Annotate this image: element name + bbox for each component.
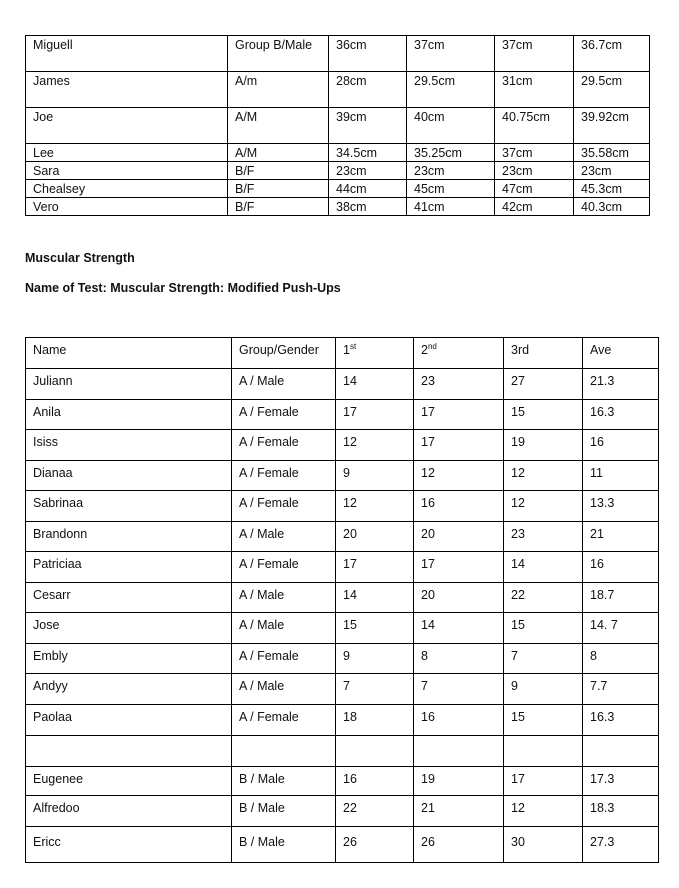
cell-trial-2: 40cm — [407, 108, 495, 144]
cell-trial-3: 42cm — [495, 198, 574, 216]
cell-average: 11 — [583, 461, 659, 491]
pushups-row — [26, 767, 659, 796]
cell-average: 39.92cm — [574, 108, 650, 144]
cell-trial-2: 45cm — [407, 180, 495, 198]
cell-name: Joe — [26, 108, 228, 144]
cell-group: B / Male — [232, 827, 336, 863]
cell-group: B / Male — [232, 796, 336, 827]
cell-trial-3: 14 — [504, 552, 583, 583]
cell-trial-1: 34.5cm — [329, 144, 407, 162]
pushups-row — [26, 796, 659, 827]
cell-name: Sabrinaa — [26, 491, 232, 522]
cell-trial-2: 7 — [414, 674, 504, 705]
test-heading: Name of Test: Muscular Strength: Modified Push-Ups — [25, 281, 341, 295]
pushups-row — [26, 400, 659, 430]
cell-trial-2: 23cm — [407, 162, 495, 180]
header-second-label: 2 — [421, 343, 428, 357]
cell-group: A / Female — [232, 430, 336, 461]
cell-average: 8 — [583, 644, 659, 674]
cell-trial-2: 17 — [414, 400, 504, 430]
circumference-row — [26, 72, 650, 108]
cell-trial-3: 15 — [504, 613, 583, 644]
pushups-row — [26, 461, 659, 491]
cell-trial-2: 20 — [414, 522, 504, 552]
header-first-label: 1 — [343, 343, 350, 357]
cell-trial-2: 16 — [414, 491, 504, 522]
cell-trial-3: 9 — [504, 674, 583, 705]
cell-group: A / Male — [232, 674, 336, 705]
cell-trial-3: 31cm — [495, 72, 574, 108]
cell-trial-2: 23 — [414, 369, 504, 400]
cell-trial-3: 17 — [504, 767, 583, 796]
cell-name: Lee — [26, 144, 228, 162]
cell-group: A / Female — [232, 400, 336, 430]
circumference-table — [25, 35, 650, 216]
cell-trial-2: 17 — [414, 430, 504, 461]
circumference-row — [26, 198, 650, 216]
cell-group: A / Male — [232, 613, 336, 644]
cell-group: A/M — [228, 144, 329, 162]
cell-average: 16.3 — [583, 705, 659, 736]
cell-trial-1: 14 — [336, 583, 414, 613]
cell-name: Paolaa — [26, 705, 232, 736]
cell-trial-1: 44cm — [329, 180, 407, 198]
cell-trial-1: 17 — [336, 400, 414, 430]
cell-trial-3: 23 — [504, 522, 583, 552]
cell-average: 29.5cm — [574, 72, 650, 108]
cell-trial-2: 19 — [414, 767, 504, 796]
cell-trial-3: 47cm — [495, 180, 574, 198]
cell-trial-2: 26 — [414, 827, 504, 863]
cell-average: 36.7cm — [574, 36, 650, 72]
cell-trial-1: 15 — [336, 613, 414, 644]
cell-trial-2: 29.5cm — [407, 72, 495, 108]
cell-name: Vero — [26, 198, 228, 216]
cell-trial-1: 39cm — [329, 108, 407, 144]
cell-group: Group B/Male — [228, 36, 329, 72]
header-second-ordinal: nd — [427, 341, 437, 351]
pushups-row — [26, 674, 659, 705]
cell-trial-1: 36cm — [329, 36, 407, 72]
cell-trial-3: 19 — [504, 430, 583, 461]
cell-trial-1: 9 — [336, 644, 414, 674]
circumference-row — [26, 108, 650, 144]
cell-name: Sara — [26, 162, 228, 180]
cell-trial-3: 12 — [504, 796, 583, 827]
cell-average: 17.3 — [583, 767, 659, 796]
cell-trial-3: 37cm — [495, 36, 574, 72]
cell-average: 18.3 — [583, 796, 659, 827]
cell-trial-1: 28cm — [329, 72, 407, 108]
header-average: Ave — [583, 338, 659, 369]
cell-trial-3: 23cm — [495, 162, 574, 180]
pushups-row — [26, 430, 659, 461]
cell-trial-1: 12 — [336, 430, 414, 461]
cell-trial-1: 20 — [336, 522, 414, 552]
header-name: Name — [26, 338, 232, 369]
cell-trial-1: 16 — [336, 767, 414, 796]
cell-average: 35.58cm — [574, 144, 650, 162]
cell-average: 18.7 — [583, 583, 659, 613]
cell-group: A/m — [228, 72, 329, 108]
cell-group: A / Male — [232, 522, 336, 552]
cell-trial-2: 16 — [414, 705, 504, 736]
cell-name: Alfredoo — [26, 796, 232, 827]
cell-name: Brandonn — [26, 522, 232, 552]
cell-group: A / Female — [232, 644, 336, 674]
pushups-row — [26, 613, 659, 644]
cell-name: Andyy — [26, 674, 232, 705]
cell-group: A / Male — [232, 583, 336, 613]
pushups-row — [26, 369, 659, 400]
cell-trial-1: 9 — [336, 461, 414, 491]
cell-trial-1: 23cm — [329, 162, 407, 180]
cell-trial-3: 15 — [504, 705, 583, 736]
cell-trial-1: 26 — [336, 827, 414, 863]
cell-name — [26, 736, 232, 767]
cell-trial-1: 7 — [336, 674, 414, 705]
cell-trial-3: 30 — [504, 827, 583, 863]
cell-trial-1: 12 — [336, 491, 414, 522]
header-third-trial: 3rd — [504, 338, 583, 369]
cell-name: Juliann — [26, 369, 232, 400]
cell-average: 27.3 — [583, 827, 659, 863]
cell-trial-2 — [414, 736, 504, 767]
circumference-row — [26, 162, 650, 180]
cell-group: B/F — [228, 162, 329, 180]
cell-group: A / Female — [232, 705, 336, 736]
cell-name: Isiss — [26, 430, 232, 461]
header-group-gender: Group/Gender — [232, 338, 336, 369]
cell-name: Dianaa — [26, 461, 232, 491]
section-heading: Muscular Strength — [25, 251, 135, 265]
cell-trial-1: 14 — [336, 369, 414, 400]
cell-trial-1 — [336, 736, 414, 767]
cell-trial-1: 38cm — [329, 198, 407, 216]
cell-trial-2: 20 — [414, 583, 504, 613]
pushups-row — [26, 522, 659, 552]
cell-name: Eugenee — [26, 767, 232, 796]
cell-trial-2: 35.25cm — [407, 144, 495, 162]
pushups-row — [26, 491, 659, 522]
cell-average: 14. 7 — [583, 613, 659, 644]
header-first-ordinal: st — [349, 341, 357, 351]
cell-average: 21 — [583, 522, 659, 552]
header-second-trial — [414, 338, 504, 369]
cell-trial-3: 27 — [504, 369, 583, 400]
circumference-row — [26, 180, 650, 198]
cell-average: 23cm — [574, 162, 650, 180]
cell-trial-2: 37cm — [407, 36, 495, 72]
cell-average: 13.3 — [583, 491, 659, 522]
cell-average: 16 — [583, 552, 659, 583]
cell-average: 16 — [583, 430, 659, 461]
cell-trial-3: 12 — [504, 461, 583, 491]
cell-group: B / Male — [232, 767, 336, 796]
cell-trial-3: 12 — [504, 491, 583, 522]
cell-group: B/F — [228, 180, 329, 198]
pushups-row — [26, 552, 659, 583]
cell-name: Embly — [26, 644, 232, 674]
cell-name: Cesarr — [26, 583, 232, 613]
circumference-row — [26, 144, 650, 162]
cell-name: Patriciaa — [26, 552, 232, 583]
header-first-trial — [336, 338, 414, 369]
cell-trial-1: 17 — [336, 552, 414, 583]
cell-trial-3: 37cm — [495, 144, 574, 162]
header-row — [26, 338, 659, 369]
cell-trial-3: 22 — [504, 583, 583, 613]
cell-name: Miguell — [26, 36, 228, 72]
cell-average: 7.7 — [583, 674, 659, 705]
pushups-row — [26, 705, 659, 736]
cell-trial-3: 15 — [504, 400, 583, 430]
cell-trial-1: 22 — [336, 796, 414, 827]
cell-name: Ericc — [26, 827, 232, 863]
cell-trial-2: 8 — [414, 644, 504, 674]
cell-average: 21.3 — [583, 369, 659, 400]
cell-group: A / Female — [232, 491, 336, 522]
cell-trial-3: 40.75cm — [495, 108, 574, 144]
cell-trial-2: 21 — [414, 796, 504, 827]
cell-group: A / Female — [232, 552, 336, 583]
pushups-row — [26, 736, 659, 767]
cell-name: James — [26, 72, 228, 108]
cell-trial-1: 18 — [336, 705, 414, 736]
cell-group: A / Female — [232, 461, 336, 491]
cell-trial-2: 41cm — [407, 198, 495, 216]
cell-name: Anila — [26, 400, 232, 430]
circumference-row — [26, 36, 650, 72]
cell-trial-3 — [504, 736, 583, 767]
pushups-row — [26, 583, 659, 613]
pushups-row — [26, 827, 659, 863]
cell-average — [583, 736, 659, 767]
cell-group: A/M — [228, 108, 329, 144]
cell-group: A / Male — [232, 369, 336, 400]
cell-name: Chealsey — [26, 180, 228, 198]
cell-trial-3: 7 — [504, 644, 583, 674]
cell-group: B/F — [228, 198, 329, 216]
cell-trial-2: 14 — [414, 613, 504, 644]
cell-trial-2: 12 — [414, 461, 504, 491]
cell-name: Jose — [26, 613, 232, 644]
cell-average: 45.3cm — [574, 180, 650, 198]
pushups-table — [25, 337, 659, 863]
cell-average: 16.3 — [583, 400, 659, 430]
cell-trial-2: 17 — [414, 552, 504, 583]
cell-group — [232, 736, 336, 767]
pushups-row — [26, 644, 659, 674]
cell-average: 40.3cm — [574, 198, 650, 216]
